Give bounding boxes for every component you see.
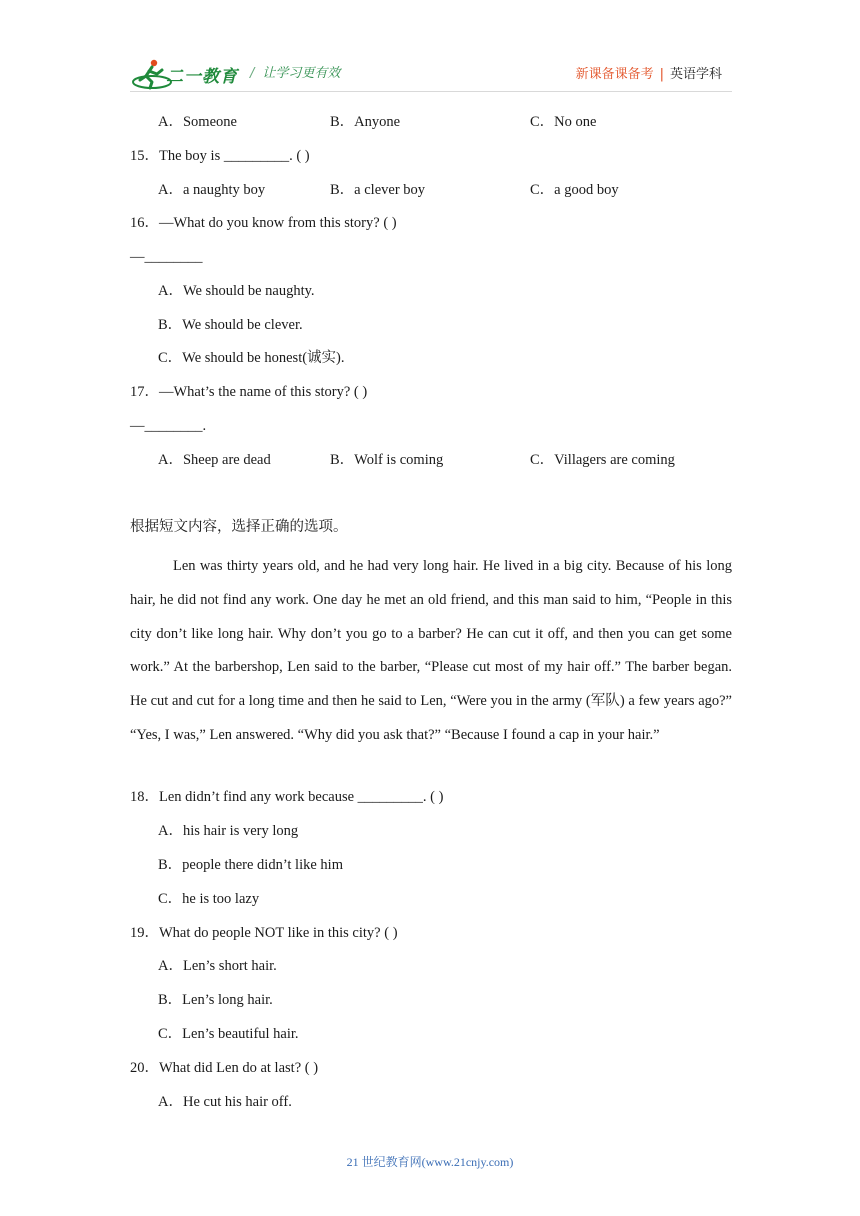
header-subject-label: 英语学科 <box>669 67 722 82</box>
header-divider <box>130 91 732 92</box>
question-17: 17．—What’s the name of this story? ( ) <box>130 384 368 400</box>
q17-answer-blank: —________. <box>130 418 207 434</box>
question-16: 16．—What do you know from this story? ( ) <box>130 215 397 231</box>
logo-text: 二一教育 <box>166 67 238 87</box>
q19-option-b: B．Len’s long hair. <box>158 992 273 1008</box>
q17-option-c: C．Villagers are coming <box>530 452 675 468</box>
question-19: 19．What do people NOT like in this city? ( ) <box>130 925 398 941</box>
page-header <box>0 0 860 100</box>
page-footer: 21 世纪教育网(www.21cnjy.com) <box>346 1155 514 1169</box>
question-20: 20．What did Len do at last? ( ) <box>130 1060 319 1076</box>
q18-option-c: C．he is too lazy <box>158 891 260 907</box>
header-separator: | <box>659 67 664 82</box>
q18-option-b: B．people there didn’t like him <box>158 857 343 873</box>
q16-answer-blank: —________ <box>130 249 203 265</box>
q19-option-c: C．Len’s beautiful hair. <box>158 1026 299 1042</box>
q20-option-a: A．He cut his hair off. <box>158 1094 292 1110</box>
q15-option-b: B．a clever boy <box>330 182 426 198</box>
q17-option-a: A．Sheep are dead <box>158 452 271 468</box>
question-15: 15．The boy is _________. ( ) <box>130 148 310 164</box>
q15-option-c: C．a good boy <box>530 182 619 198</box>
q16-option-b: B．We should be clever. <box>158 317 303 333</box>
q17-option-b: B．Wolf is coming <box>330 452 444 468</box>
header-right <box>576 63 722 82</box>
logo <box>132 58 252 90</box>
slogan-text: 让学习更有效 <box>262 66 341 81</box>
header-slogan: / 让学习更有效 <box>250 66 341 81</box>
q14-option-b: B．Anyone <box>330 114 401 130</box>
q14-option-a: A．Someone <box>158 114 237 130</box>
q16-option-c: C．We should be honest(诚实). <box>158 350 345 366</box>
q15-option-a: A．a naughty boy <box>158 182 266 198</box>
header-prep-label: 新课备课备考 <box>575 67 654 82</box>
q19-option-a: A．Len’s short hair. <box>158 958 277 974</box>
question-18: 18．Len didn’t find any work because _________. ( ) <box>130 789 444 805</box>
reading-passage: Len was thirty years old, and he had very long hair. He lived in a big city. Because of his long hair, he did not find any work. One day he met an old friend, and this man said to him, “People in this city don’t like long hair. Why don’t you go to a barber? He can cut it off, and then you can get some work.” At the barbershop, Len said to the barber, “Please cut most of my hair off.” The barber began. He cut and cut for a long time and then he said to Len, “Were you in the army (军队) a few years ago?” “Yes, I was,” Len answered. “Why did you ask that?” “Because I found a cap in your hair.” <box>130 558 732 743</box>
q16-option-a: A．We should be naughty. <box>158 283 315 299</box>
section-instruction: 根据短文内容，选择正确的选项。 <box>130 519 348 535</box>
q18-option-a: A．his hair is very long <box>158 823 299 839</box>
q14-option-c: C．No one <box>530 114 597 130</box>
